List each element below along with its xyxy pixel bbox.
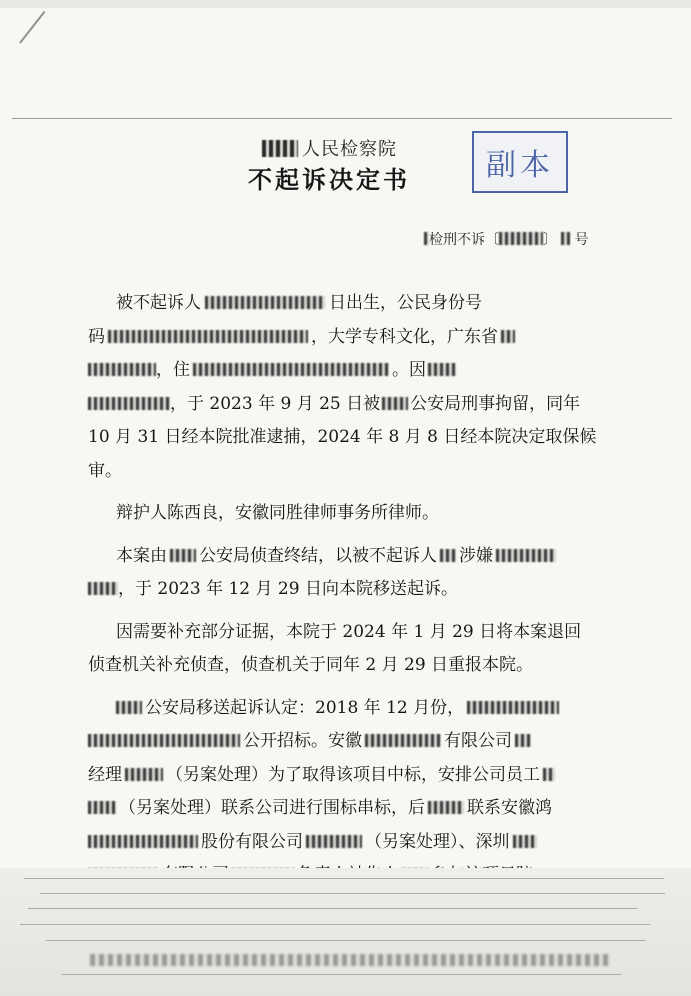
redaction <box>88 801 116 814</box>
document-title: 不起诉决定书 <box>248 165 410 194</box>
page-top-edge <box>0 0 691 8</box>
redaction <box>515 734 531 747</box>
scan-line <box>24 878 664 879</box>
redaction <box>382 397 408 410</box>
scan-line <box>46 940 646 941</box>
redaction <box>440 549 456 562</box>
redaction <box>428 801 464 814</box>
redaction <box>306 835 362 848</box>
redaction <box>561 232 570 245</box>
redaction <box>88 582 118 595</box>
header-rule <box>12 118 672 119</box>
redaction <box>501 330 515 343</box>
page-bottom-scan-artifacts <box>0 868 691 996</box>
redaction <box>499 232 543 245</box>
redaction <box>88 363 156 376</box>
document-body <box>88 287 624 893</box>
faded-footer-text <box>90 954 610 966</box>
copy-stamp: 副本 <box>472 131 568 193</box>
redaction <box>116 701 142 714</box>
paragraph-prosecution-findings: 公安局移送起诉认定：2018 年 12 月份， 公开招标。安徽 有限公司 经理 （另案处理）为了取得该项目中标，安排公司员工 （另案处理）联系公司进行围标串标，后 联系安徽鸿 股份有限公司 （另案处理）、深圳 <box>88 692 624 893</box>
redaction <box>513 835 537 848</box>
pen-mark <box>19 11 45 44</box>
redaction <box>88 835 198 848</box>
redaction <box>365 734 441 747</box>
paragraph-defense-counsel: 辩护人陈西良，安徽同胜律师事务所律师。 <box>116 503 439 523</box>
scan-line <box>28 908 638 909</box>
redaction <box>428 363 456 376</box>
redaction <box>205 296 325 309</box>
redaction <box>125 768 163 781</box>
redaction <box>88 397 170 410</box>
redaction <box>108 330 308 343</box>
redaction <box>262 140 298 157</box>
redaction <box>543 768 555 781</box>
redaction <box>170 549 196 562</box>
document-number: 检刑不诉〔 〕 号 <box>424 229 588 249</box>
paragraph-supplementary-investigation: 因需要补充部分证据，本院于 2024 年 1 月 29 日将本案退回 侦查机关补充侦查，侦查机关于同年 2 月 29 日重报本院。 <box>88 621 582 675</box>
redaction <box>496 549 556 562</box>
procuratorate-name: 人民检察院 <box>262 135 397 161</box>
redaction <box>88 734 240 747</box>
scan-line <box>20 924 650 925</box>
scan-line <box>40 893 665 894</box>
redaction <box>467 701 559 714</box>
paragraph-case-transfer: 本案由 公安局侦查终结，以被不起诉人 涉嫌 ，于 2023 年 12 月 29 日向本院移送起诉。 <box>88 540 624 607</box>
redaction <box>193 363 389 376</box>
redaction <box>424 232 429 245</box>
scan-line <box>62 974 622 975</box>
paragraph-defendant: 被不起诉人 日出生，公民身份号 码 ，大学专科文化，广东省 ，住 。因 ，于 2023 年 9 月 25 日被 公安局刑事拘留，同年 10 月 31 日经本院批准逮捕，2024 年 8 月 8 日经本院决定取保候 审。 <box>88 293 597 481</box>
